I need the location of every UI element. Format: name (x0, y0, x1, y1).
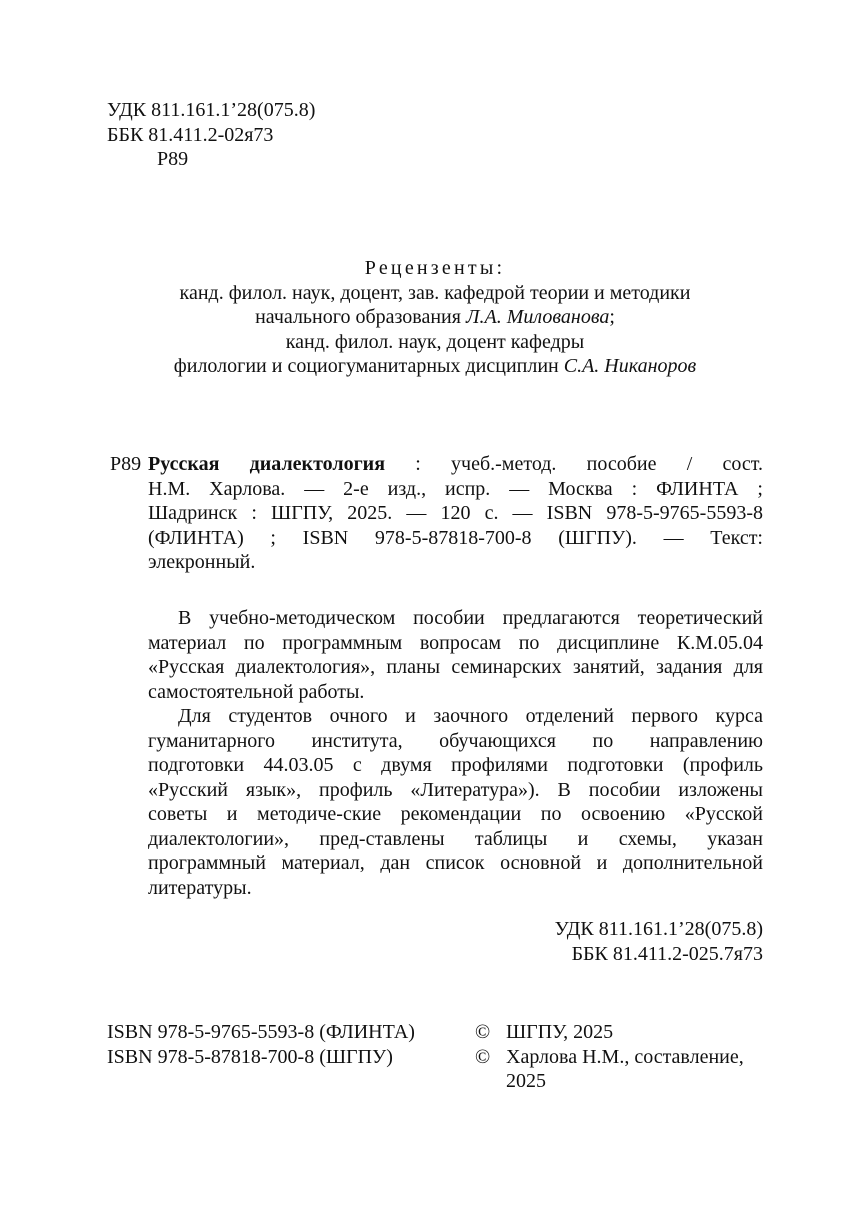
udk-code: УДК 811.161.1’28(075.8) (107, 99, 316, 121)
bib-line-1 (148, 452, 763, 477)
udk-code-bottom: УДК 811.161.1’28(075.8) (554, 918, 763, 940)
reviewer-2-line (100, 354, 770, 379)
abstract-p2-line: Для студентов очного и заочного отделений первого курса (178, 705, 763, 727)
copyright-line-1 (475, 1020, 744, 1045)
abstract-p2-line: диалектологии», пред-ставлены таблицы и схемы, указан (148, 827, 763, 850)
bib-line-3: Шадринск : ШГПУ, 2025. — 120 с. — ISBN 978-5-9765-5593-8 (148, 502, 763, 524)
copyright-icon: © (475, 1045, 491, 1068)
copyright-holder-2: Харлова Н.М., составление, (506, 1045, 744, 1068)
book-title: Русская диалектология (148, 453, 386, 475)
classification-codes-bottom (555, 917, 763, 966)
reviewer-2-affiliation: филологии и социогуманитарных дисциплин (173, 355, 564, 377)
bibliographic-entry (148, 452, 763, 575)
reviewer-2-name: С.А. Никаноров (563, 355, 697, 377)
abstract-p2-line: «Русский язык», профиль «Литература»). В пособии изложены (148, 778, 763, 801)
abstract-p1-line: материал по программным вопросам по дисциплине К.М.05.04 (148, 631, 763, 654)
copyright-holder-1: ШГПУ, 2025 (506, 1021, 614, 1043)
bib-line-4: (ФЛИНТА) ; ISBN 978-5-87818-700-8 (ШГПУ). — Текст: (148, 526, 763, 549)
reviewer-1-name: Л.А. Милованова (465, 306, 610, 328)
abstract-p1-line: «Русская диалектология», планы семинарских занятий, задания для (148, 656, 763, 678)
abstract-p1-line: В учебно-методическом пособии предлагаются теоретический (178, 607, 763, 629)
reviewer-2-credentials: канд. филол. наук, доцент кафедры (285, 330, 585, 353)
copyright-line-2 (475, 1045, 744, 1070)
abstract-p2-line: программный материал, дан список основной и дополнительной (148, 852, 763, 874)
bibliographic-code: Р89 (110, 453, 142, 475)
isbn-block (107, 1020, 415, 1069)
copyright-block (475, 1020, 744, 1094)
author-mark: Р89 (157, 148, 189, 170)
bib-line-1-rest: : учеб.-метод. пособие / сост. (385, 453, 763, 475)
reviewer-1-credentials: канд. филол. наук, доцент, зав. кафедрой теории и методики (179, 281, 691, 304)
abstract-p1-line: самостоятельной работы. (148, 680, 365, 703)
abstract-p2-line: гуманитарного института, обучающихся по направлению (148, 729, 763, 752)
abstract-p2-line: советы и методиче-ские рекомендации по освоению «Русской (148, 803, 763, 825)
copyright-icon: © (475, 1021, 491, 1043)
classification-codes-top (107, 98, 315, 172)
reviewers-title: Рецензенты: (364, 257, 506, 279)
reviewer-1-affiliation: начального образования (255, 306, 466, 328)
reviewer-1-separator: ; (609, 306, 615, 328)
bib-line-2: Н.М. Харлова. — 2-е изд., испр. — Москва : ФЛИНТА ; (148, 477, 763, 500)
bbk-code-bottom: ББК 81.411.2-025.7я73 (571, 942, 763, 965)
reviewers-block (100, 256, 770, 379)
abstract (148, 606, 763, 900)
abstract-p2-line: подготовки 44.03.05 с двумя профилями подготовки (профиль (148, 754, 763, 776)
abstract-p2-line: литературы. (148, 876, 252, 899)
isbn-flinta: ISBN 978-5-9765-5593-8 (ФЛИНТА) (107, 1021, 415, 1043)
bib-line-5: элекронный. (148, 551, 256, 573)
copyright-holder-2-year: 2025 (506, 1070, 546, 1092)
reviewer-1-line (100, 305, 770, 330)
bbk-code: ББК 81.411.2-02я73 (107, 123, 274, 146)
isbn-shgpu: ISBN 978-5-87818-700-8 (ШГПУ) (107, 1045, 393, 1068)
